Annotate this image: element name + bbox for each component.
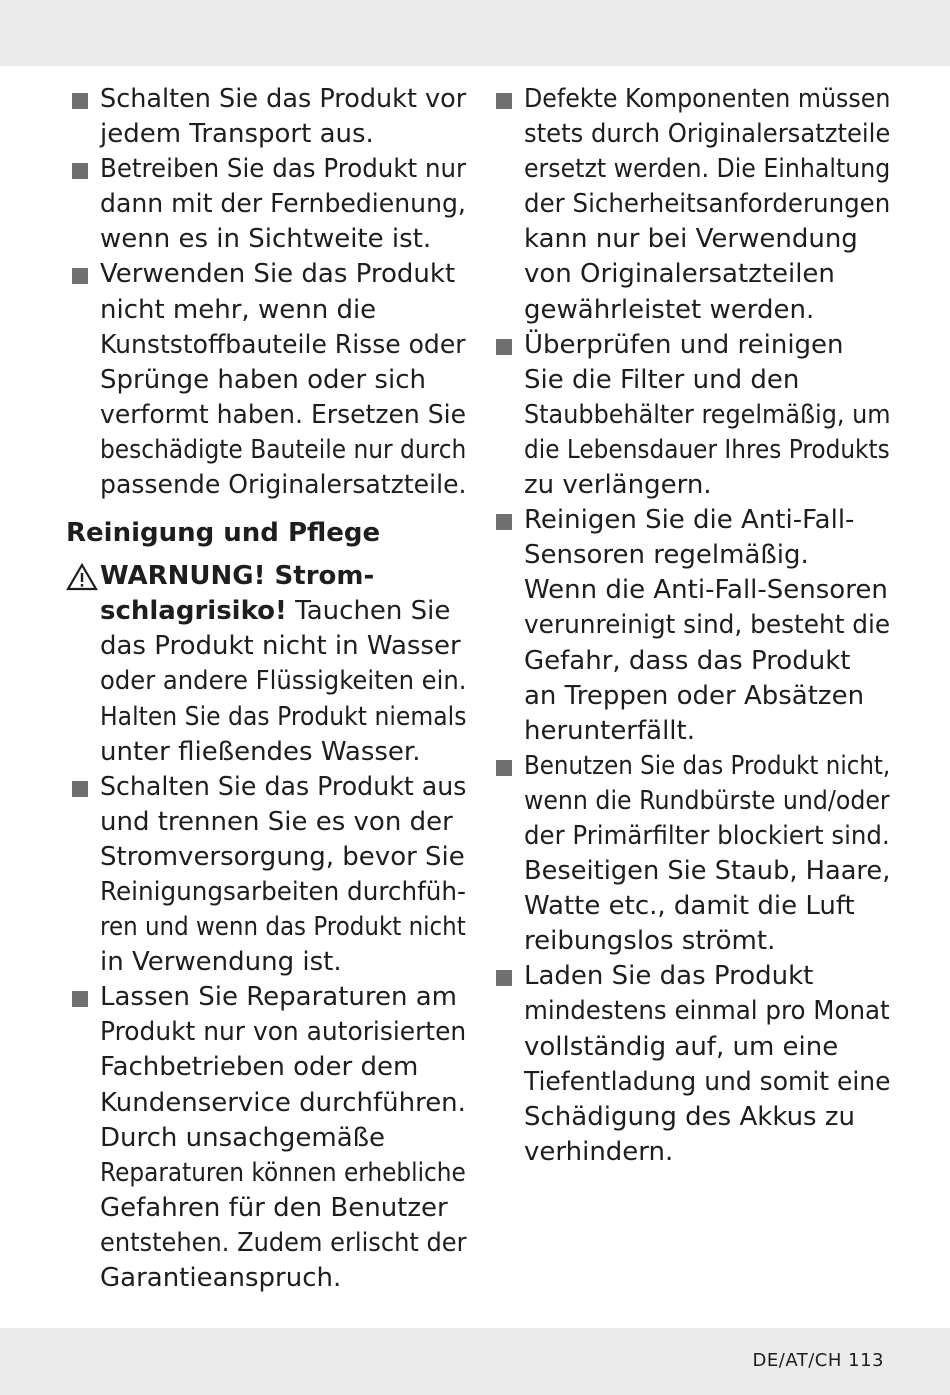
text-line: Kundenservice durchführen. [100, 1087, 466, 1118]
warning-title: WARNUNG! Strom- [100, 561, 375, 592]
text-line: verformt haben. Ersetzen Sie [100, 399, 466, 430]
text-line: an Treppen oder Absätzen [524, 680, 865, 711]
text-line: Watte etc., damit die Luft [524, 891, 855, 922]
text-line: zu verlängern. [524, 470, 712, 501]
left-items-bottom [66, 770, 466, 1296]
text-line: mindestens einmal pro Monat [524, 996, 890, 1027]
text-line: Garantieanspruch. [100, 1263, 342, 1293]
text-line: der Primärfilter blockiert sind. [524, 820, 890, 851]
list-item [490, 503, 890, 749]
list-item [490, 82, 890, 328]
text-line: Staubbehälter regelmäßig, um [524, 399, 891, 430]
list-item-text [524, 503, 890, 749]
left-items-top [66, 82, 466, 503]
text-line: ren und wenn das Produkt nicht [100, 912, 466, 943]
text-line: Schalten Sie das Produkt vor [100, 84, 467, 114]
bullet-square-icon [72, 93, 88, 109]
text-line: Halten Sie das Produkt niemals [100, 701, 467, 732]
text-line: verhindern. [524, 1136, 674, 1167]
text-line: Beseitigen Sie Staub, Haare, [524, 856, 891, 887]
text-line: Tiefentladung und somit eine [524, 1066, 891, 1097]
text-line: wenn es in Sichtweite ist. [100, 224, 432, 255]
text-line: von Originalersatzteilen [524, 259, 835, 290]
text-line: in Verwendung ist. [100, 947, 342, 978]
warning-text: Tauchen Sie [286, 596, 451, 627]
text-line: Lassen Sie Reparaturen am [100, 982, 457, 1013]
list-item [490, 749, 890, 960]
text-line: Stromversorgung, bevor Sie [100, 841, 465, 872]
list-item [66, 980, 466, 1296]
text-line: oder andere Flüssigkeiten ein. [100, 666, 467, 697]
text-line: Schädigung des Akkus zu [524, 1101, 855, 1132]
list-item-text [100, 770, 466, 981]
bullet-square-icon [496, 760, 512, 776]
text-line: dann mit der Fernbedienung, [100, 189, 466, 220]
text-line: Produkt nur von autorisierten [100, 1017, 467, 1048]
text-line: Reparaturen können erhebliche [100, 1157, 466, 1188]
text-line: reibungslos strömt. [524, 926, 776, 957]
text-line: Reinigen Sie die Anti-Fall- [524, 505, 855, 536]
list-item [66, 770, 466, 981]
list-item-text [100, 257, 466, 503]
text-line: beschädigte Bauteile nur durch [100, 434, 467, 465]
text-line: Sprünge haben oder sich [100, 364, 426, 395]
list-item-text [524, 82, 890, 328]
page-number: DE/AT/CH 113 [752, 1350, 884, 1371]
list-item-text [100, 980, 466, 1296]
list-item [66, 82, 466, 152]
text-line: verunreinigt sind, besteht die [524, 610, 891, 641]
list-item [66, 152, 466, 257]
text-line: Reinigungsarbeiten durchfüh- [100, 876, 466, 907]
warning-triangle-icon [66, 563, 98, 591]
text-line: das Produkt nicht in Wasser [100, 631, 461, 662]
text-line: stets durch Originalersatzteile [524, 119, 891, 150]
text-line: der Sicherheitsanforderungen [524, 189, 891, 220]
bullet-square-icon [72, 991, 88, 1007]
text-line: ersetzt werden. Die Einhaltung [524, 154, 891, 185]
text-line: Kunststoffbauteile Risse oder [100, 329, 466, 360]
text-line: entstehen. Zudem erlischt der [100, 1227, 467, 1258]
text-line: Defekte Komponenten müssen [524, 84, 891, 114]
text-line: Wenn die Anti-Fall-Sensoren [524, 575, 888, 606]
list-item [490, 328, 890, 503]
right-column [490, 82, 890, 1170]
bullet-square-icon [496, 514, 512, 530]
list-item [490, 959, 890, 1170]
list-item-text [100, 152, 466, 257]
text-line: wenn die Rundbürste und/oder [524, 785, 890, 816]
text-line: herunterfällt. [524, 715, 695, 746]
text-line: die Lebensdauer Ihres Produkts [524, 434, 890, 465]
warning-block [66, 559, 466, 770]
text-line [100, 594, 466, 629]
top-band [0, 0, 950, 66]
text-line: Laden Sie das Produkt [524, 961, 814, 992]
text-line: Gefahren für den Benutzer [100, 1192, 448, 1223]
text-line: jedem Transport aus. [100, 119, 374, 150]
text-line: vollständig auf, um eine [524, 1031, 839, 1062]
bullet-square-icon [496, 970, 512, 986]
bullet-square-icon [496, 339, 512, 355]
bullet-square-icon [496, 93, 512, 109]
text-line: Verwenden Sie das Produkt [100, 259, 456, 290]
text-line: kann nur bei Verwendung [524, 224, 858, 255]
warning-title-cont: schlagrisiko! [100, 596, 287, 627]
text-line: Überprüfen und reinigen [524, 329, 844, 360]
text-line: Sensoren regelmäßig. [524, 540, 809, 571]
text-line: unter fließendes Wasser. [100, 736, 421, 767]
text-line: und trennen Sie es von der [100, 806, 453, 837]
text-line: Fachbetrieben oder dem [100, 1052, 419, 1083]
list-item-text [524, 749, 890, 960]
list-item-text [524, 328, 890, 503]
left-column [66, 82, 466, 1296]
text-line: Schalten Sie das Produkt aus [100, 771, 467, 802]
text-line: Benutzen Sie das Produkt nicht, [524, 750, 891, 781]
list-item-text [524, 959, 890, 1170]
text-line: Sie die Filter und den [524, 364, 800, 395]
list-item-text [100, 82, 466, 152]
text-line: Durch unsachgemäße [100, 1122, 385, 1153]
section-heading: Reinigung und Pflege [66, 518, 381, 549]
text-line: passende Originalersatzteile. [100, 470, 467, 501]
bullet-square-icon [72, 268, 88, 284]
bullet-square-icon [72, 163, 88, 179]
text-line: nicht mehr, wenn die [100, 294, 377, 325]
text-line: Betreiben Sie das Produkt nur [100, 154, 467, 185]
text-line: gewährleistet werden. [524, 294, 815, 325]
bullet-square-icon [72, 781, 88, 797]
list-item [66, 257, 466, 503]
text-line: Gefahr, dass das Produkt [524, 645, 851, 676]
